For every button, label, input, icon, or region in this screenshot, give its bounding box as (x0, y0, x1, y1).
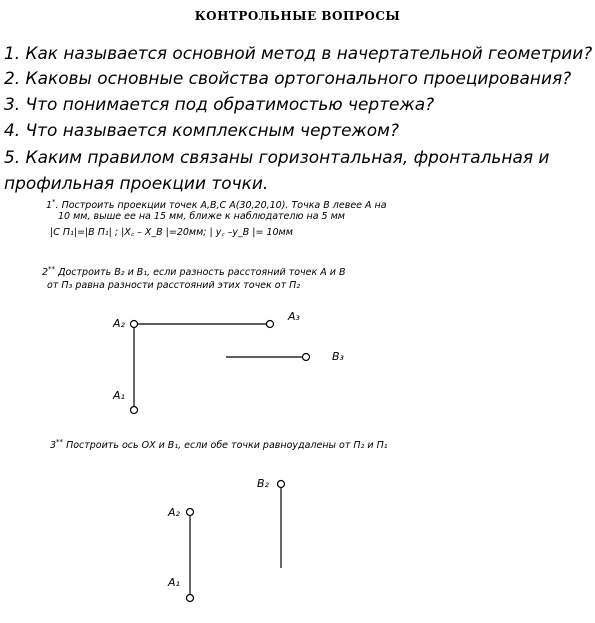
task-3-number: 3 (50, 440, 57, 452)
task-3-text-1: Построить ось ОХ и В₁, если обе точки равноудалены от П₂ и П₁ (63, 440, 388, 452)
label-a1-task3: A₁ (168, 576, 180, 589)
task-2-line-2: от П₃ равна разности расстояний этих точек от П₂ (47, 280, 301, 291)
task-2-line-1: 2** Достроить В₂ и В₁, если разность расстояний точек А и В (42, 265, 346, 279)
label-b3: B₃ (332, 350, 344, 363)
point-b2-task3 (278, 481, 285, 488)
label-a1: A₁ (113, 389, 125, 402)
label-a2: A₂ (113, 317, 125, 330)
point-a2 (131, 321, 138, 328)
point-a2-task3 (187, 509, 194, 516)
question-4: 4. Что называется комплексным чертежом? (4, 121, 399, 141)
task-2-text-1: Достроить В₂ и В₁, если разность расстояний точек А и В (55, 267, 346, 279)
question-2: 2. Каковы основные свойства ортогонального проецирования? (4, 69, 572, 89)
task-1-line-1: 1*. Построить проекции точек А,В,С А(30,20,10). Точка В левее А на (46, 198, 387, 212)
page-title: КОНТРОЛЬНЫЕ ВОПРОСЫ (194, 9, 401, 23)
point-a1 (131, 407, 138, 414)
label-b2-task3: B₂ (257, 477, 269, 490)
question-3: 3. Что понимается под обратимостью чертежа? (4, 95, 435, 115)
task-2-number: 2 (42, 267, 49, 279)
task-1-line-2: 10 мм, выше ее на 15 мм, ближе к наблюдателю на 5 мм (58, 211, 345, 222)
point-a3 (267, 321, 274, 328)
question-5: 5. Каким правилом связаны горизонтальная, фронтальная и (4, 148, 550, 168)
task-1-number: 1 (46, 200, 53, 212)
question-1: 1. Как называется основной метод в начертательной геометрии? (4, 44, 593, 64)
task-1-text-1: . Построить проекции точек А,В,С А(30,20,10). Точка В левее А на (55, 200, 387, 212)
point-b3 (303, 354, 310, 361)
task-3-line-1: 3** Построить ось ОХ и В₁, если обе точки равноудалены от П₂ и П₁ (50, 438, 388, 452)
label-a2-task3: A₂ (168, 506, 180, 519)
question-5-continuation: профильная проекции точки. (4, 174, 269, 194)
task-1-line-3: |C П₁|=|В П₁| ; |X꜀ – X_В |=20мм; | y꜀ –y_В |= 10мм (50, 227, 293, 238)
label-a3: A₃ (288, 310, 300, 323)
point-a1-task3 (187, 595, 194, 602)
